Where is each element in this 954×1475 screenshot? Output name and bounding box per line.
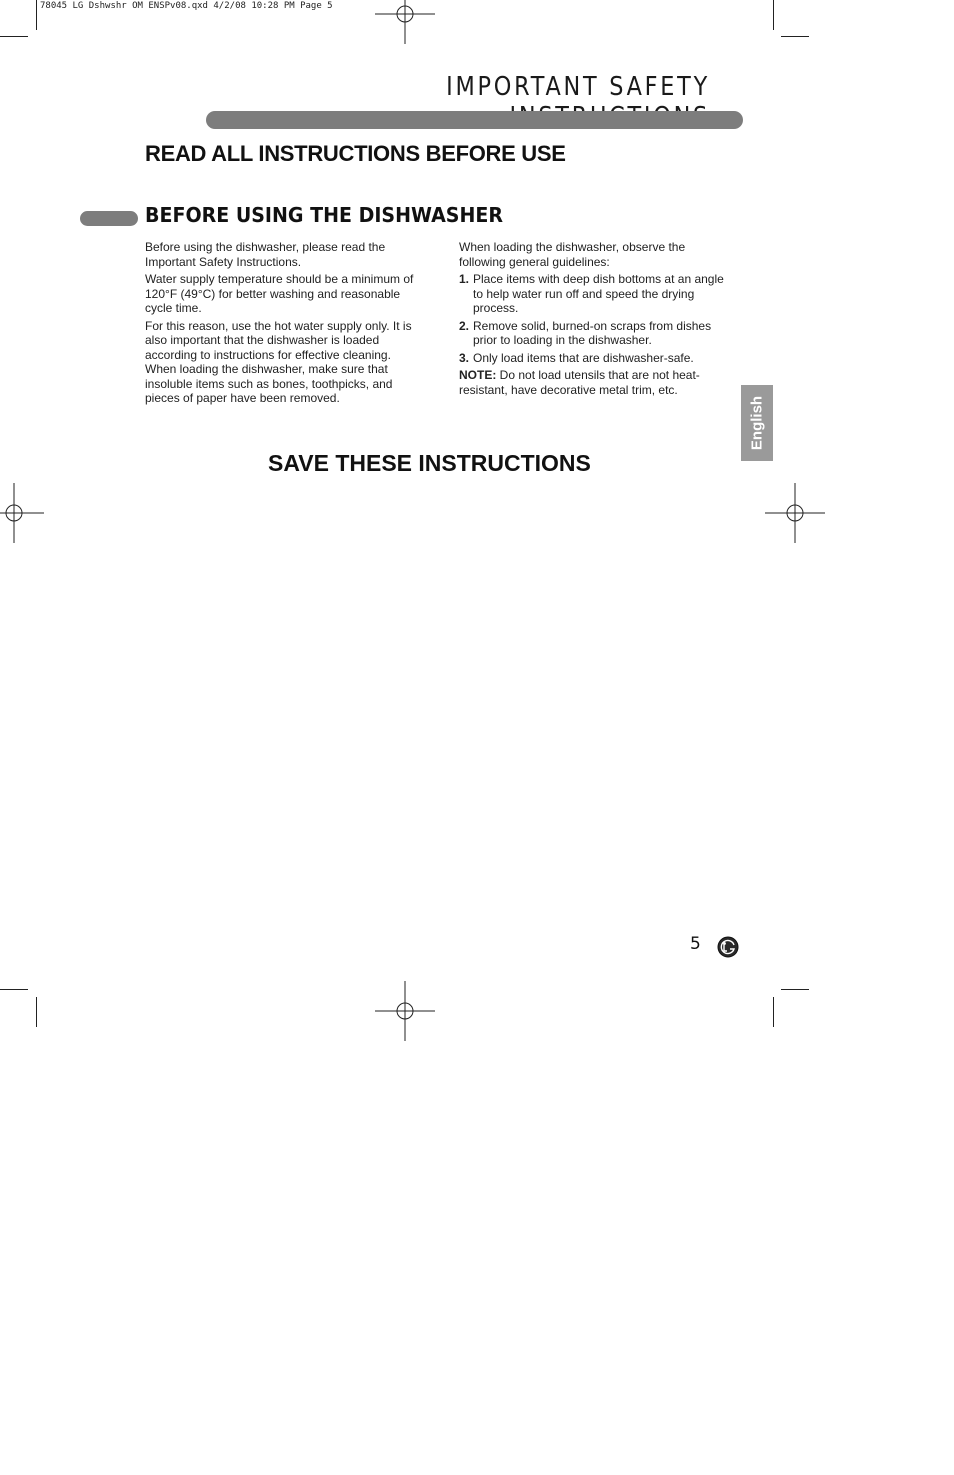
list-item <box>459 272 731 316</box>
title-underline-bar <box>206 111 743 129</box>
registration-mark-icon <box>375 981 435 1041</box>
crop-mark <box>0 36 28 37</box>
paragraph: Before using the dishwasher, please read the Important Safety Instructions. <box>145 240 386 269</box>
lg-logo-icon <box>717 936 739 958</box>
paragraph: For this reason, use the hot water supply only. It is also important that the dishwasher is loaded according to instructions for effective cleaning. When loading the dishwasher, make sure that insoluble items such as bones, toothpicks, and pieces of paper have been removed. <box>145 318 412 405</box>
note-text: Do not load utensils that are not heat-resistant, have decorative metal trim, etc. <box>459 368 700 397</box>
list-item-number: 2. <box>459 318 470 333</box>
read-all-heading: READ ALL INSTRUCTIONS BEFORE USE <box>145 141 566 166</box>
print-slug: 78045 LG Dshwshr OM ENSPv08.qxd 4/2/08 10:28 PM Page 5 <box>40 1 333 11</box>
paragraph: Water supply temperature should be a minimum of 120°F (49°C) for better washing and reasonable cycle time. <box>145 272 414 315</box>
list-item-text: Only load items that are dishwasher-safe. <box>473 350 694 365</box>
guidelines-intro: When loading the dishwasher, observe the following general guidelines: <box>459 240 686 269</box>
crop-mark <box>0 989 28 990</box>
registration-mark-icon <box>765 483 825 543</box>
section-heading: BEFORE USING THE DISHWASHER <box>145 203 504 227</box>
page-title: IMPORTANT SAFETY <box>446 72 710 102</box>
crop-mark <box>36 0 37 30</box>
language-tab-label: English <box>748 395 766 451</box>
left-column <box>145 240 420 409</box>
list-item-text: Place items with deep dish bottoms at an angle to help water run off and speed the drying process. <box>473 272 724 315</box>
list-item <box>459 319 731 348</box>
registration-mark-icon <box>375 0 435 44</box>
note-label: NOTE: <box>459 368 497 382</box>
page-number: 5 <box>690 934 701 954</box>
crop-mark <box>36 997 37 1027</box>
list-item-number: 1. <box>459 272 470 286</box>
list-item <box>459 351 731 366</box>
crop-mark <box>781 989 809 990</box>
list-item-text: Remove solid, burned-on scraps from dishes prior to loading in the dishwasher. <box>473 318 712 347</box>
crop-mark <box>781 36 809 37</box>
section-pill-marker <box>80 211 138 226</box>
registration-mark-icon <box>0 483 44 543</box>
list-item-number: 3. <box>459 350 470 365</box>
language-tab <box>741 385 773 461</box>
crop-mark <box>773 0 774 30</box>
right-column <box>459 240 731 400</box>
crop-mark <box>773 997 774 1027</box>
save-instructions-heading: SAVE THESE INSTRUCTIONS <box>268 450 591 476</box>
note <box>459 368 731 397</box>
